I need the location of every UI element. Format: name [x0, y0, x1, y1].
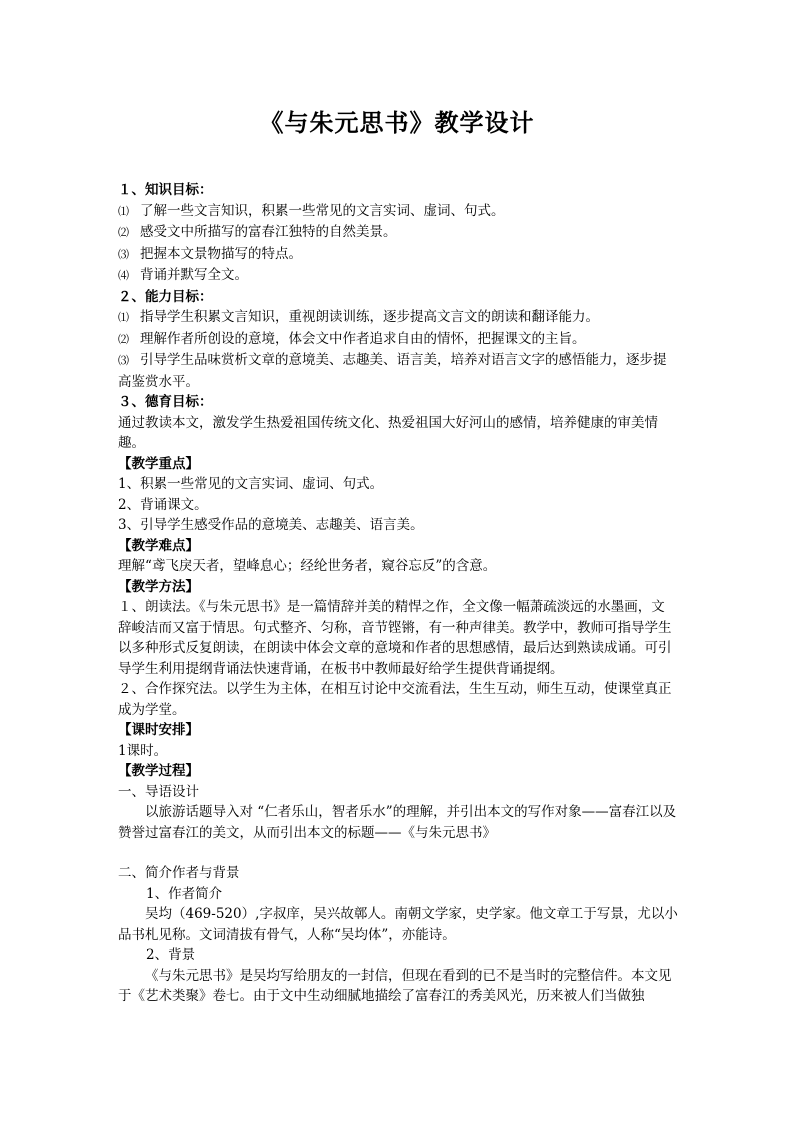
subsection-heading: 2、背景	[146, 947, 196, 963]
item-number: ⑴	[118, 311, 129, 324]
item-number: ⑴	[118, 204, 129, 218]
knowledge-goal-heading: １、知识目标：	[118, 182, 213, 198]
knowledge-item	[118, 222, 678, 244]
item-number: ⑷	[118, 269, 129, 282]
item-text: 理解作者所创设的意境，体会文中作者追求自由的情怀，把握课文的主旨。	[140, 330, 586, 347]
item-number: ⑵	[118, 332, 129, 346]
knowledge-item	[118, 265, 678, 287]
item-text: 指导学生积累文言知识，重视朗读训练，逐步提高文言文的朗读和翻译能力。	[140, 309, 599, 325]
schedule-text: 1课时。	[118, 742, 168, 759]
ability-item	[118, 307, 678, 329]
focus-heading: 【教学重点】	[118, 455, 199, 472]
item-text: 感受文中所描写的富春江独特的自然美景。	[140, 224, 397, 240]
knowledge-item	[118, 244, 678, 266]
item-number: ⑶	[118, 354, 129, 367]
process-heading: 【教学过程】	[118, 763, 199, 779]
schedule-heading: 【课时安排】	[118, 722, 199, 738]
difficulty-heading: 【教学难点】	[118, 537, 199, 554]
knowledge-item	[118, 201, 678, 223]
focus-item: 1、积累一些常见的文言实词、虚词、句式。	[118, 476, 384, 492]
method-cooperation-paragraph: ２、合作探究法。以学生为主体，在相互讨论中交流看法，生生互动，师生互动，使课堂真正成为学堂。	[118, 681, 672, 718]
item-text: 把握本文景物描写的特点。	[140, 245, 302, 262]
focus-item: 3、引导学生感受作品的意境美、志趣美、语言美。	[118, 517, 424, 533]
background-text: 《与朱元思书》是吴均写给朋友的一封信，但现在看到的已不是当时的完整信件。本文见于《艺术类聚》卷七。由于文中生动细腻地描绘了富春江的秀美风光，历来被人们当做独	[118, 967, 672, 1004]
difficulty-text: 理解“鸢飞戾天者，望峰息心；经纶世务者，窥谷忘反”的含意。	[118, 558, 497, 574]
item-text: 背诵并默写全文。	[140, 267, 248, 283]
spacer	[118, 843, 678, 863]
moral-goal-text: 通过教读本文，激发学生热爱祖国传统文化、热爱祖国大好河山的感情，培养健康的审美情趣。	[118, 414, 658, 451]
intro-design-text: 以旅游话题导入对 “仁者乐山，智者乐水”的理解，并引出本文的写作对象——富春江以及赞誉过富春江的美文，从而引出本文的标题——《与朱元思书》	[118, 804, 677, 841]
method-reading-paragraph: １、朗读法。《与朱元思书》是一篇情辞并美的精悍之作，全文像一幅萧疏淡远的水墨画，文辞峻洁而又富于情思。句式整齐、匀称，音节铿锵，有一种声律美。教学中，教师可指导学生以多种形式反复朗读，在朗读中体会文章的意境和作者的思想感情，最后达到熟读成诵。可引导学生利用提纲背诵法快速背诵，在板书中教师最好给学生提供背诵提纲。	[118, 599, 672, 677]
moral-goal-heading: ３、德育目标：	[118, 394, 213, 410]
item-text: 引导学生品味赏析文章的意境美、志趣美、语言美，培养对语言文字的感悟能力，逐步提高鉴赏水平。	[118, 352, 667, 390]
methods-heading: 【教学方法】	[118, 578, 199, 595]
item-text: 了解一些文言知识，积累一些常见的文言实词、虚词、句式。	[140, 202, 505, 219]
item-number: ⑵	[118, 226, 129, 239]
author-intro-text: 吴均（469-520）,字叔庠，吴兴故鄣人。南朝文学家，史学家。他文章工于写景，尤以小品书札见称。文词清拔有骨气，人称“吴均体”，亦能诗。	[118, 906, 678, 943]
item-number: ⑶	[118, 247, 129, 261]
ability-item	[118, 329, 678, 351]
section-heading: 二、简介作者与背景	[118, 865, 240, 881]
ability-item	[118, 350, 678, 392]
page-title: 《与朱元思书》教学设计	[259, 108, 535, 137]
ability-goal-heading: ２、能力目标：	[118, 288, 213, 305]
subsection-heading: 1、作者简介	[146, 885, 223, 902]
focus-item: 2、背诵课文。	[118, 496, 208, 513]
section-heading: 一、导语设计	[118, 783, 199, 800]
document-body	[118, 180, 678, 1007]
